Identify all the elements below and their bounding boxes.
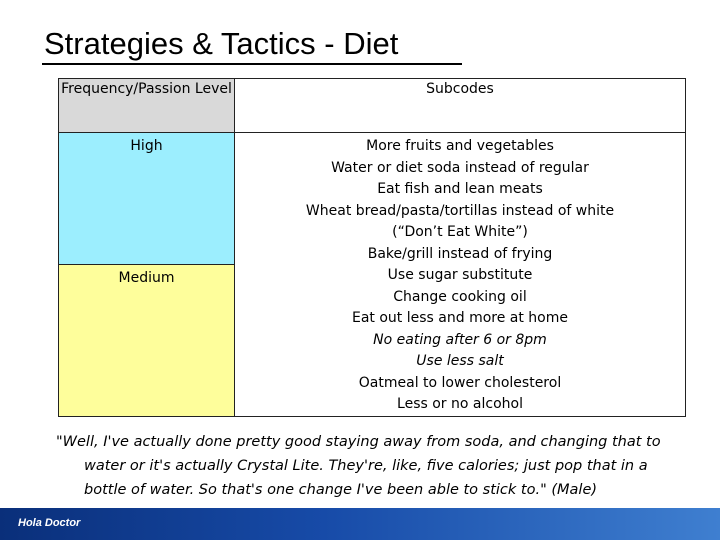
participant-quote — [56, 430, 706, 502]
quote-line: water or it's actually Crystal Lite. They're, like, five calories; just pop that in a — [84, 458, 648, 474]
subcode-item: Water or diet soda instead of regular — [331, 159, 589, 176]
strategies-table — [58, 78, 686, 417]
quote-line: bottle of water. So that's one change I've been able to stick to." (Male) — [84, 482, 598, 498]
subcode-item: Change cooking oil — [393, 288, 527, 305]
footer-bar — [0, 508, 720, 540]
title-underline — [42, 63, 462, 65]
header-frequency-level: Frequency/Passion Level — [59, 79, 235, 133]
subcode-item: Eat out less and more at home — [352, 310, 568, 326]
level-medium-label: Medium — [118, 269, 175, 286]
slide-title: Strategies & Tactics - Diet — [44, 26, 399, 61]
subcode-item: No eating after 6 or 8pm — [373, 331, 547, 348]
header-subcodes: Subcodes — [235, 79, 686, 133]
subcode-item: Use less salt — [416, 353, 504, 369]
subcodes-cell — [235, 133, 686, 417]
subcode-item: More fruits and vegetables — [366, 138, 554, 154]
subcode-item: Less or no alcohol — [397, 396, 523, 412]
subcode-item: (“Don’t Eat White”) — [392, 224, 528, 240]
subcode-item: Eat fish and lean meats — [377, 181, 543, 197]
hola-doctor-logo: Hola Doctor — [18, 517, 81, 529]
subcode-item: Bake/grill instead of frying — [367, 245, 553, 262]
quote-line: "Well, I've actually done pretty good staying away from soda, and changing that to — [56, 434, 661, 450]
subcode-item: Use sugar substitute — [387, 267, 533, 283]
subcode-item: Oatmeal to lower cholesterol — [358, 374, 562, 391]
table-row-high — [59, 133, 686, 265]
level-high-cell — [59, 133, 235, 265]
level-high-label: High — [130, 138, 163, 154]
table-header-row — [59, 79, 686, 133]
level-medium-cell — [59, 264, 235, 416]
subcode-item: Wheat bread/pasta/tortillas instead of white — [305, 202, 615, 219]
